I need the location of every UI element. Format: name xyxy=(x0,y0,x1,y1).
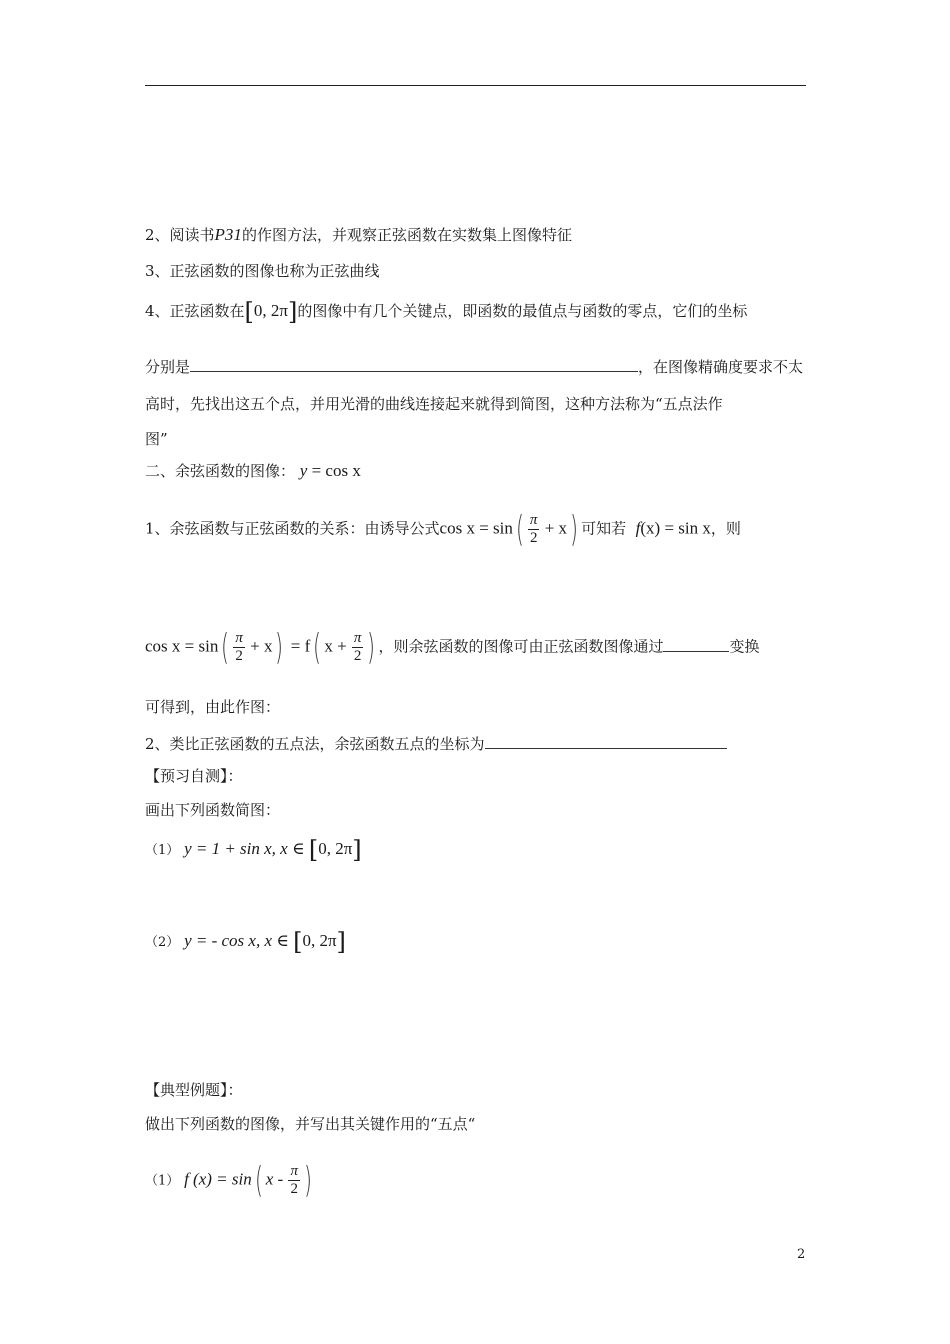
p1-f: f xyxy=(635,518,641,538)
preview-instruction-text: 画出下列函数简图： xyxy=(145,801,281,819)
p1-text-b: 可知若 xyxy=(581,519,627,538)
fraction-pi-over-2-c: $\frac{\pi}{2}$ xyxy=(353,630,362,664)
answer-blank-transform[interactable] xyxy=(663,637,729,652)
item-4-line-3 xyxy=(145,393,723,415)
section-2-p2 xyxy=(145,733,727,755)
preview-q2-formula: y = - cos x, x ∈ xyxy=(184,931,294,950)
section-2-p1-line-3 xyxy=(145,696,280,718)
examples-q1: （1） f (x) = sin( x - $\frac{\pi}{2}$ ) xyxy=(145,1159,312,1201)
fraction-pi-over-2-b: $\frac{\pi}{2}$ xyxy=(235,630,243,664)
examples-q1-label: （1） xyxy=(145,1173,180,1189)
fraction-pi-over-2: $\frac{\pi}{2}$ xyxy=(529,512,538,546)
preview-instruction xyxy=(145,799,280,821)
preview-q1-formula: y = 1 + sin x, x ∈ xyxy=(184,839,309,858)
item-3-text: 3、正弦函数的图像也称为正弦曲线 xyxy=(145,262,380,280)
header-rule xyxy=(145,85,806,86)
item-4-text-c: 分别是 xyxy=(145,358,191,376)
p1-line2-xplus: x + xyxy=(324,636,351,656)
examples-q1-x: x - xyxy=(265,1169,288,1189)
p1-text-c: ，则 xyxy=(710,519,741,538)
item-4-line-2 xyxy=(145,356,803,378)
p1-line2-lhs: cos x = sin xyxy=(145,636,219,656)
examples-instruction xyxy=(145,1113,475,1135)
p1-line2-text-b: 变换 xyxy=(729,637,760,656)
item-3 xyxy=(145,260,380,282)
p1-formula-lhs: cos x = sin xyxy=(439,518,513,538)
item-2-text-a: 2、阅读书 xyxy=(145,226,215,244)
p1-formula-x: + x xyxy=(540,518,568,538)
examples-q1-f: f (x) = sin xyxy=(184,1169,252,1189)
section-2-p1-line-2: cos x = sin( $\frac{\pi}{2}$ + x) = f( x + $\frac{\pi}{2}$ ) ，则余弦函数的图像可由正弦函数图像通过 变换 xyxy=(145,626,760,668)
book-page-ref: P31 xyxy=(214,225,242,244)
preview-q1-interval: 0, 2π xyxy=(318,839,353,858)
answer-blank-sine-points[interactable] xyxy=(190,357,638,372)
preview-title: 【预习自测】： xyxy=(145,767,243,785)
item-4: 4、正弦函数在[0, 2π]的图像中有几个关键点，即函数的最值点与函数的零点，它们的坐标 xyxy=(145,298,748,326)
item-4-text-e: 高时，先找出这五个点，并用光滑的曲线连接起来就得到简图，这种方法称为“五点法作 xyxy=(145,395,723,413)
preview-q1-label: （1） xyxy=(145,843,180,858)
item-4-line-4 xyxy=(145,428,168,450)
examples-title: 【典型例题】： xyxy=(145,1081,243,1099)
interval-0-2pi: 0, 2π xyxy=(253,301,289,320)
p1-line2-x: + x xyxy=(245,636,273,656)
examples-heading xyxy=(145,1079,243,1101)
p1-line2-f: = f xyxy=(286,636,311,656)
preview-q2-label: （2） xyxy=(145,935,180,950)
item-2 xyxy=(145,224,572,246)
p1-text-a: 1、余弦函数与正弦函数的关系：由诱导公式 xyxy=(145,519,440,538)
p1-line3-text: 可得到，由此作图： xyxy=(145,698,281,716)
item-2-text-b: 的作图方法，并观察正弦函数在实数集上图像特征 xyxy=(241,226,572,244)
section-2-title: 二、余弦函数的图像： xyxy=(145,462,296,480)
item-4-text-d: ，在图像精确度要求不太 xyxy=(638,358,804,376)
page-number: 2 xyxy=(797,1247,806,1262)
formula-cos: = cos x xyxy=(307,461,361,480)
section-2-heading xyxy=(145,460,361,482)
p2-text: 2、类比正弦函数的五点法，余弦函数五点的坐标为 xyxy=(145,735,485,753)
examples-instruction-text: 做出下列函数的图像，并写出其关键作用的“五点“ xyxy=(145,1115,476,1133)
section-2-p1: 1、余弦函数与正弦函数的关系：由诱导公式cos x = sin( $\frac{\pi}{2}$ + x) 可知若 f(x) = sin x，则 xyxy=(145,508,741,550)
preview-q2: （2） y = - cos x, x ∈ [0, 2π] xyxy=(145,928,346,956)
item-4-text-a: 4、正弦函数在 xyxy=(145,302,245,320)
item-4-text-f: 图” xyxy=(145,430,168,448)
p1-line2-text-a: ，则余弦函数的图像可由正弦函数图像通过 xyxy=(378,637,664,656)
preview-q1: （1） y = 1 + sin x, x ∈ [0, 2π] xyxy=(145,836,362,864)
formula-y: y xyxy=(299,461,308,480)
preview-q2-interval: 0, 2π xyxy=(302,931,337,950)
item-4-text-b: 的图像中有几个关键点，即函数的最值点与函数的零点，它们的坐标 xyxy=(297,302,748,320)
answer-blank-cosine-points[interactable] xyxy=(485,734,727,749)
p1-fx: (x) = sin x xyxy=(640,518,711,538)
fraction-pi-over-2-d: $\frac{\pi}{2}$ xyxy=(290,1163,298,1197)
preview-heading xyxy=(145,765,243,787)
